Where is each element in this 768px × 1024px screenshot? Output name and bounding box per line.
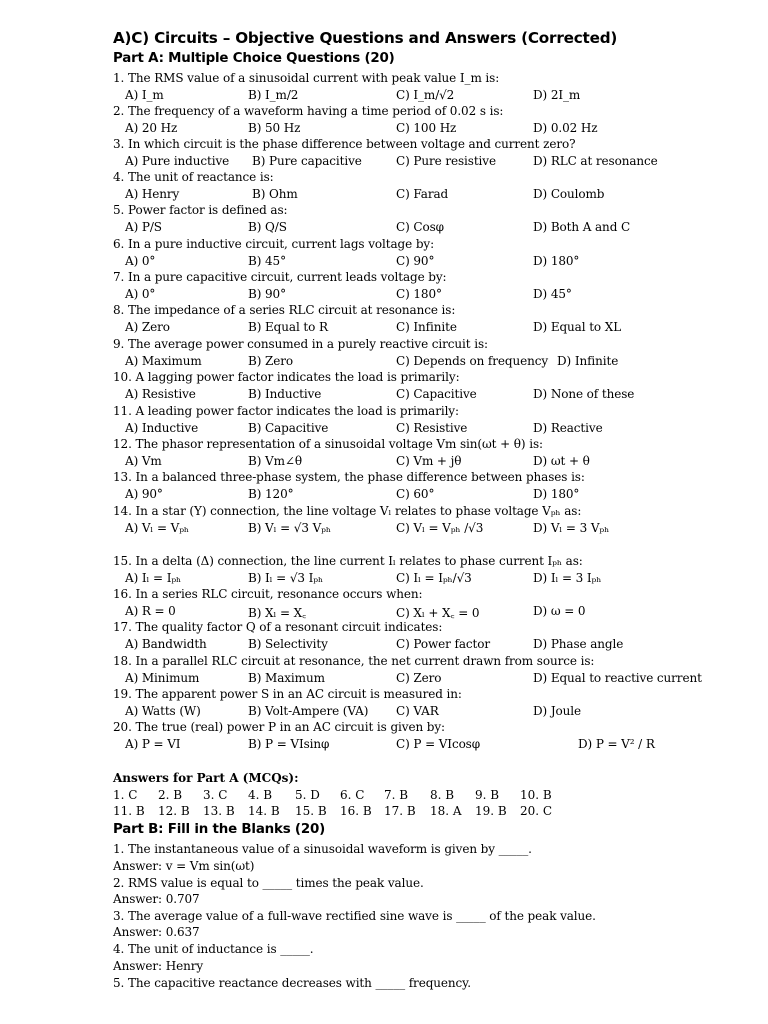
option-a: A) Vₗ = Vₚₕ: [125, 521, 189, 535]
option-b: B) 45°: [248, 254, 286, 268]
option-d: D) 45°: [533, 287, 572, 301]
option-b: B) Volt-Ampere (VA): [248, 704, 369, 718]
option-a: A) P/S: [125, 220, 162, 234]
option-c: C) Farad: [396, 187, 449, 201]
question-text: 11. A leading power factor indicates the load is primarily:: [113, 404, 459, 418]
option-d: D) RLC at resonance: [533, 154, 658, 168]
fill-question: 1. The instantaneous value of a sinusoidal waveform is given by _____.: [113, 842, 532, 856]
option-d: D) Both A and C: [533, 220, 631, 234]
option-d: D) Coulomb: [533, 187, 605, 201]
option-a: A) R = 0: [125, 604, 176, 618]
answer-item: 3. C: [203, 788, 228, 802]
answer-item: 7. B: [384, 788, 409, 802]
question-text: 1. The RMS value of a sinusoidal current with peak value I_m is:: [113, 71, 500, 85]
option-d: D) Iₗ = 3 Iₚₕ: [533, 571, 602, 585]
option-d: D) 180°: [533, 254, 580, 268]
question-text: 13. In a balanced three-phase system, the phase difference between phases is:: [113, 470, 585, 484]
option-b: B) 50 Hz: [248, 121, 301, 135]
option-b: B) Pure capacitive: [252, 154, 362, 168]
answers-heading: Answers for Part A (MCQs):: [113, 771, 299, 785]
option-c: C) 100 Hz: [396, 121, 457, 135]
question-text: 20. The true (real) power P in an AC circuit is given by:: [113, 720, 445, 734]
option-b: B) I_m/2: [248, 88, 299, 102]
question-text: 16. In a series RLC circuit, resonance occurs when:: [113, 587, 423, 601]
question-text: 18. In a parallel RLC circuit at resonance, the net current drawn from source is:: [113, 654, 595, 668]
option-b: B) P = VIsinφ: [248, 737, 330, 751]
answer-item: 16. B: [340, 804, 372, 818]
option-a: A) Inductive: [125, 421, 199, 435]
answer-item: 11. B: [113, 804, 145, 818]
option-c: C) I_m/√2: [396, 88, 455, 102]
option-b: B) Vₗ = √3 Vₚₕ: [248, 521, 331, 535]
option-c: C) 60°: [396, 487, 435, 501]
option-d: D) Infinite: [557, 354, 619, 368]
option-a: A) Resistive: [125, 387, 196, 401]
option-c: C) Xₗ + X꜀ = 0: [396, 606, 480, 620]
option-d: D) Phase angle: [533, 637, 624, 651]
option-d: D) 2I_m: [533, 88, 581, 102]
answer-item: 12. B: [158, 804, 190, 818]
option-c: C) P = VIcosφ: [396, 737, 481, 751]
option-b: B) Capacitive: [248, 421, 329, 435]
option-c: C) Pure resistive: [396, 154, 496, 168]
question-text: 8. The impedance of a series RLC circuit at resonance is:: [113, 303, 456, 317]
option-d: D) Equal to XL: [533, 320, 622, 334]
option-c: C) Iₗ = Iₚₕ/√3: [396, 571, 472, 585]
option-d: D) Equal to reactive current: [533, 671, 702, 685]
option-b: B) Zero: [248, 354, 294, 368]
fill-answer: Answer: 0.637: [113, 925, 200, 939]
option-b: B) Q/S: [248, 220, 287, 234]
option-c: C) Zero: [396, 671, 442, 685]
document-title: A)C) Circuits – Objective Questions and Answers (Corrected): [113, 29, 618, 47]
option-c: C) Capacitive: [396, 387, 477, 401]
option-a: A) Zero: [125, 320, 170, 334]
question-text: 2. The frequency of a waveform having a time period of 0.02 s is:: [113, 104, 504, 118]
option-b: B) Inductive: [248, 387, 322, 401]
answer-item: 14. B: [248, 804, 280, 818]
option-d: D) 0.02 Hz: [533, 121, 598, 135]
answer-item: 6. C: [340, 788, 365, 802]
question-text: 6. In a pure inductive circuit, current lags voltage by:: [113, 237, 435, 251]
answer-item: 4. B: [248, 788, 273, 802]
question-text: 7. In a pure capacitive circuit, current leads voltage by:: [113, 270, 447, 284]
option-d: D) ω = 0: [533, 604, 586, 618]
option-b: B) Iₗ = √3 Iₚₕ: [248, 571, 324, 585]
option-a: A) Iₗ = Iₚₕ: [125, 571, 182, 585]
option-a: A) Pure inductive: [125, 154, 230, 168]
option-c: C) Infinite: [396, 320, 457, 334]
option-c: C) VAR: [396, 704, 439, 718]
option-b: B) 90°: [248, 287, 286, 301]
fill-answer: Answer: 0.707: [113, 892, 200, 906]
question-text: 4. The unit of reactance is:: [113, 170, 274, 184]
fill-answer: Answer: v = Vm sin(ωt): [113, 859, 255, 873]
question-text: 14. In a star (Y) connection, the line voltage Vₗ relates to phase voltage Vₚₕ as:: [113, 504, 582, 518]
option-a: A) Vm: [125, 454, 162, 468]
option-b: B) Maximum: [248, 671, 325, 685]
option-a: A) Henry: [125, 187, 180, 201]
option-a: A) Minimum: [125, 671, 200, 685]
option-c: C) Vₗ = Vₚₕ /√3: [396, 521, 484, 535]
option-d: D) 180°: [533, 487, 580, 501]
option-a: A) Watts (W): [125, 704, 201, 718]
question-text: 3. In which circuit is the phase difference between voltage and current zero?: [113, 137, 576, 151]
option-b: B) Ohm: [252, 187, 298, 201]
question-text: 17. The quality factor Q of a resonant circuit indicates:: [113, 620, 443, 634]
option-a: A) 0°: [125, 287, 156, 301]
option-d: D) Joule: [533, 704, 582, 718]
answer-item: 13. B: [203, 804, 235, 818]
fill-question: 5. The capacitive reactance decreases with _____ frequency.: [113, 976, 471, 990]
option-d: D) ωt + θ: [533, 454, 590, 468]
answer-item: 18. A: [430, 804, 462, 818]
option-a: A) Bandwidth: [125, 637, 207, 651]
question-text: 12. The phasor representation of a sinusoidal voltage Vm sin(ωt + θ) is:: [113, 437, 543, 451]
option-d: D) None of these: [533, 387, 635, 401]
option-a: A) 20 Hz: [125, 121, 178, 135]
option-a: A) 0°: [125, 254, 156, 268]
answer-item: 5. D: [295, 788, 320, 802]
option-a: A) P = VI: [125, 737, 181, 751]
option-a: A) Maximum: [125, 354, 202, 368]
answer-item: 19. B: [475, 804, 507, 818]
part-b-heading: Part B: Fill in the Blanks (20): [113, 822, 325, 837]
answer-item: 15. B: [295, 804, 327, 818]
option-d: D) Vₗ = 3 Vₚₕ: [533, 521, 610, 535]
question-text: 19. The apparent power S in an AC circuit is measured in:: [113, 687, 462, 701]
answer-item: 8. B: [430, 788, 455, 802]
option-c: C) Cosφ: [396, 220, 444, 234]
option-d: D) P = V² / R: [578, 737, 655, 751]
part-a-heading: Part A: Multiple Choice Questions (20): [113, 51, 395, 66]
question-text: 15. In a delta (Δ) connection, the line current Iₗ relates to phase current Iₚₕ as:: [113, 554, 583, 568]
option-b: B) 120°: [248, 487, 294, 501]
answer-item: 1. C: [113, 788, 138, 802]
option-a: A) I_m: [125, 88, 164, 102]
option-c: C) Resistive: [396, 421, 468, 435]
option-c: C) Vm + jθ: [396, 454, 462, 468]
answer-item: 17. B: [384, 804, 416, 818]
option-a: A) 90°: [125, 487, 163, 501]
answer-item: 9. B: [475, 788, 500, 802]
answer-item: 10. B: [520, 788, 552, 802]
fill-question: 2. RMS value is equal to _____ times the peak value.: [113, 876, 424, 890]
fill-answer: Answer: Henry: [113, 959, 204, 973]
question-text: 9. The average power consumed in a purely reactive circuit is:: [113, 337, 488, 351]
option-c: C) Power factor: [396, 637, 491, 651]
option-b: B) Vm∠θ: [248, 454, 302, 468]
fill-question: 4. The unit of inductance is _____.: [113, 942, 314, 956]
option-b: B) Selectivity: [248, 637, 328, 651]
question-text: 5. Power factor is defined as:: [113, 203, 288, 217]
option-d: D) Reactive: [533, 421, 603, 435]
answer-item: 20. C: [520, 804, 553, 818]
option-c: C) Depends on frequency: [396, 354, 549, 368]
option-b: B) Equal to R: [248, 320, 328, 334]
option-c: C) 180°: [396, 287, 442, 301]
answer-item: 2. B: [158, 788, 183, 802]
fill-question: 3. The average value of a full-wave rectified sine wave is _____ of the peak value.: [113, 909, 596, 923]
option-b: B) Xₗ = X꜀: [248, 606, 307, 620]
question-text: 10. A lagging power factor indicates the load is primarily:: [113, 370, 460, 384]
option-c: C) 90°: [396, 254, 435, 268]
